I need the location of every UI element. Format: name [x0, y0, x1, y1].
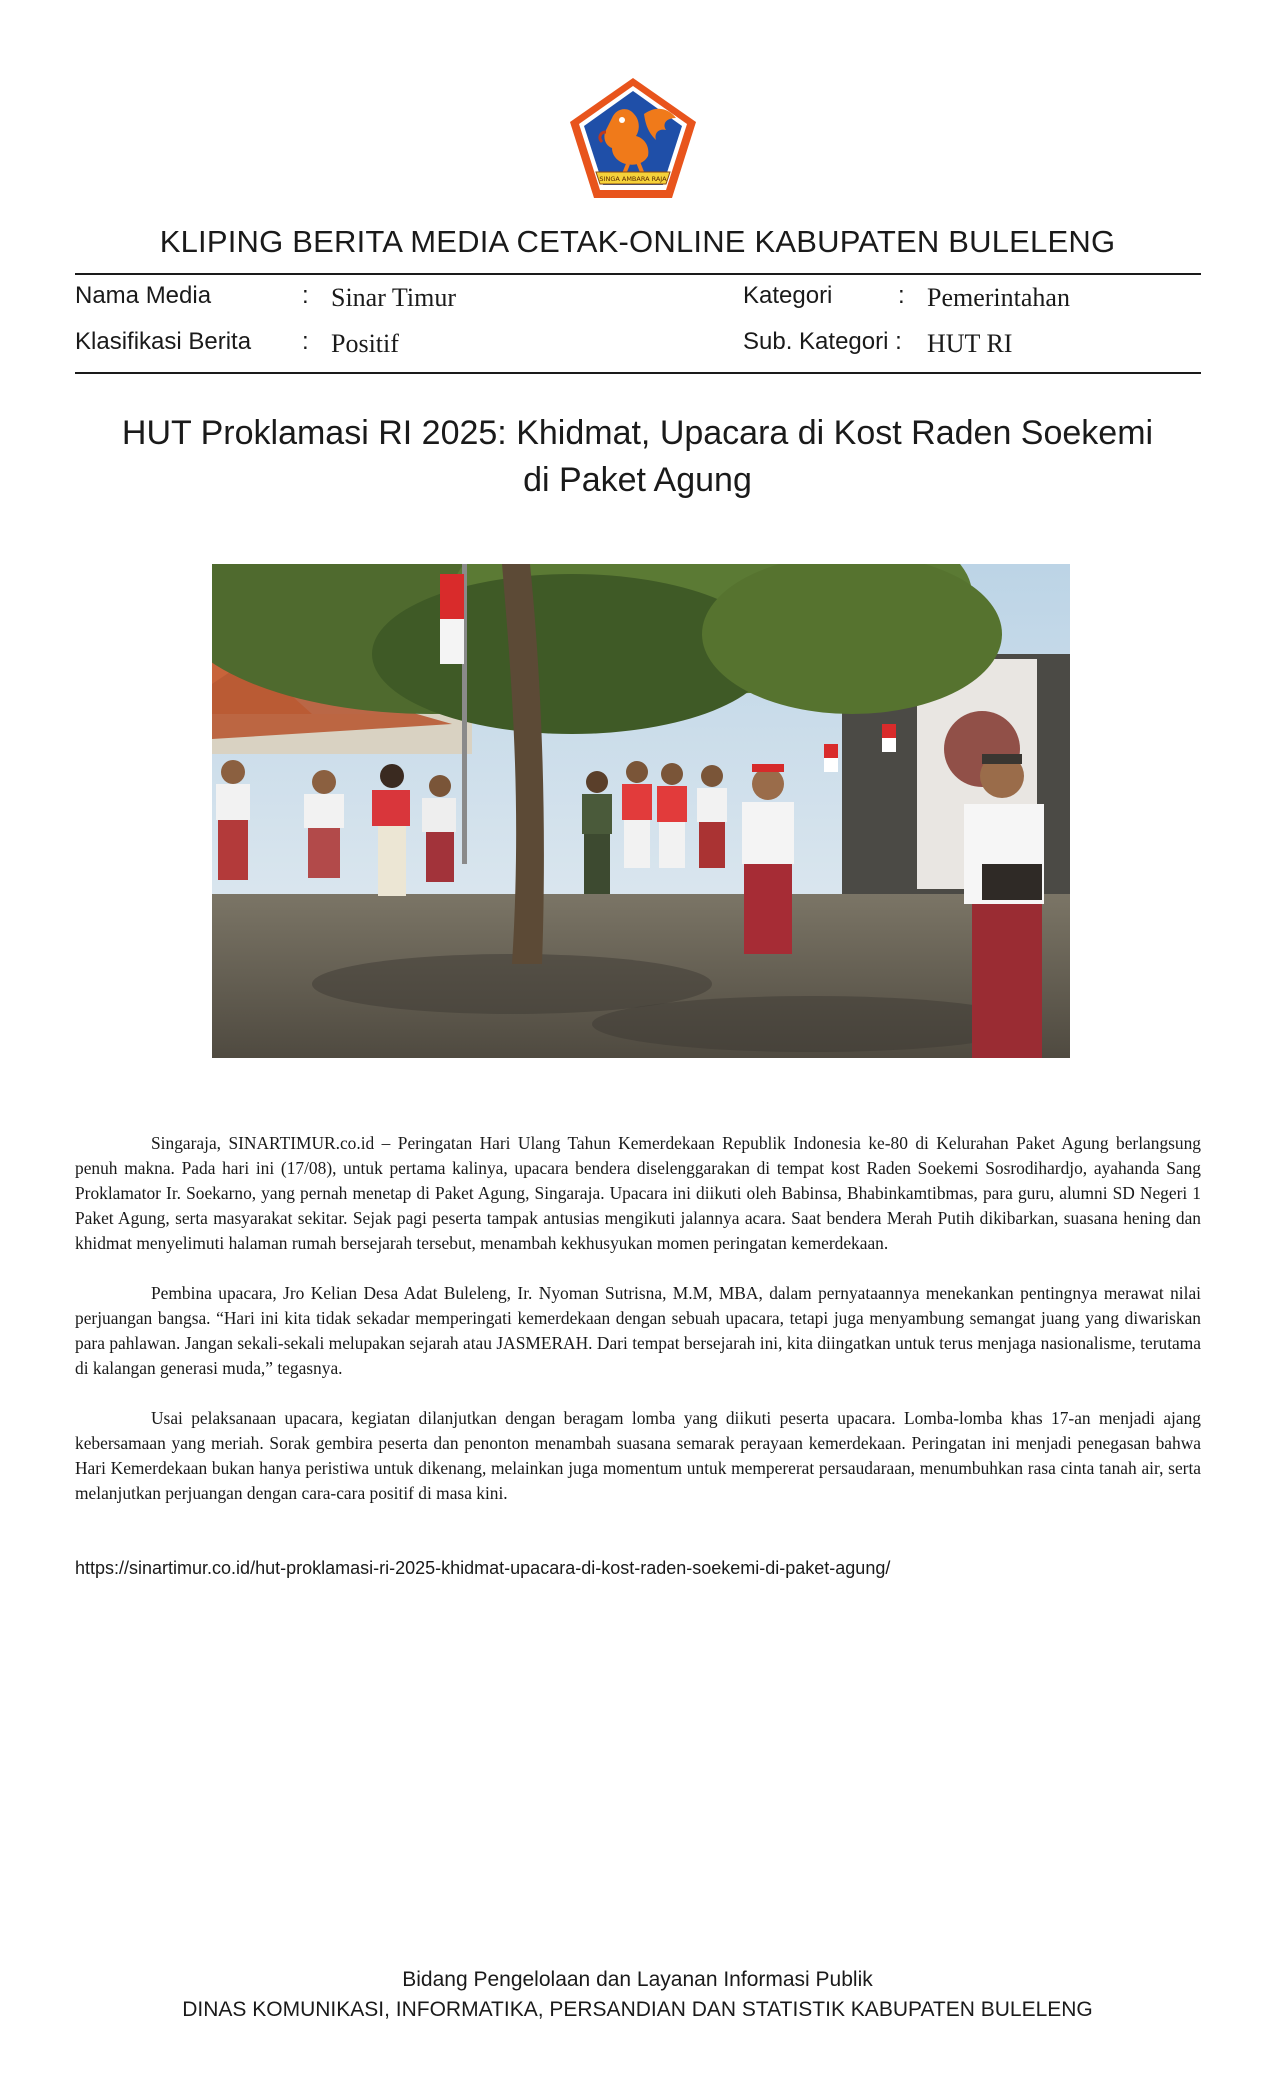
article-paragraph-3: Usai pelaksanaan upacara, kegiatan dilanjutkan dengan beragam lomba yang diikuti peserta upacara. Lomba-lomba khas 17-an menjadi ajang kebersamaan yang meriah. Sorak gembira peserta dan penonton menambah suasana semarak perayaan kemerdekaan. Peringatan ini menjadi penegasan bahwa Hari Kemerdekaan bukan hanya peristiwa untuk dikenang, melainkan juga momentum untuk mempererat persaudaraan, menumbuhkan rasa cinta tanah air, serta melanjutkan perjuangan dengan cara-cara positif di masa kini.	[75, 1408, 1201, 1503]
media-name-value: Sinar Timur	[331, 283, 456, 312]
category-colon: :	[898, 282, 905, 309]
article-headline	[110, 410, 1165, 504]
media-name-label: Nama Media	[75, 282, 212, 309]
footer-agency-name: DINAS KOMUNIKASI, INFORMATIKA, PERSANDIAN DAN STATISTIK KABUPATEN BULELENG	[182, 1998, 1093, 2021]
footer-division-name: Bidang Pengelolaan dan Layanan Informasi Publik	[402, 1968, 873, 1991]
winged-lion-emblem-icon	[566, 74, 700, 202]
article-body	[75, 1131, 1201, 1531]
headline-line-1: HUT Proklamasi RI 2025: Khidmat, Upacara di Kost Raden Soekemi	[121, 414, 1154, 452]
article-paragraph-2: Pembina upacara, Jro Kelian Desa Adat Buleleng, Ir. Nyoman Sutrisna, M.M, MBA, dalam pernyataannya menekankan pentingnya merawat nilai perjuangan bangsa. “Hari ini kita tidak sekadar memperingati kemerdekaan dengan sebuah upacara, tetapi juga menyambung semangat juang yang diwariskan para pahlawan. Jangan sekali-sekali melupakan sejarah atau JASMERAH. Dari tempat bersejarah ini, kita diingatkan untuk terus menjaga nasionalisme, terutama di kalangan generasi muda,” tegasnya.	[75, 1283, 1201, 1378]
subcategory-value: HUT RI	[927, 329, 1013, 358]
subcategory-label: Sub. Kategori :	[743, 328, 902, 355]
classification-colon: :	[302, 328, 309, 355]
ceremony-scene-illustration	[212, 564, 1070, 1058]
header-bottom-rule	[75, 372, 1201, 374]
category-value: Pemerintahan	[927, 283, 1070, 312]
classification-value: Positif	[331, 329, 399, 358]
classification-label: Klasifikasi Berita	[75, 328, 252, 355]
article-source-link[interactable]: https://sinartimur.co.id/hut-proklamasi-ri-2025-khidmat-upacara-di-kost-raden-soekemi-di-paket-agung/	[75, 1558, 891, 1578]
media-name-colon: :	[302, 282, 309, 309]
headline-line-2: di Paket Agung	[523, 461, 752, 499]
category-label: Kategori	[743, 282, 833, 309]
article-paragraph-1: Singaraja, SINARTIMUR.co.id – Peringatan Hari Ulang Tahun Kemerdekaan Republik Indonesia ke-80 di Kelurahan Paket Agung berlangsung penuh makna. Pada hari ini (17/08), untuk pertama kalinya, upacara bendera diselenggarakan di tempat kost Raden Soekemi Sosrodihardjo, ayahanda Sang Proklamator Ir. Soekarno, yang pernah menetap di Paket Agung, Singaraja. Upacara ini diikuti oleh Babinsa, Bhabinkamtibmas, para guru, alumni SD Negeri 1 Paket Agung, serta masyarakat sekitar. Sejak pagi peserta tampak antusias mengikuti jalannya acara. Saat bendera Merah Putih dikibarkan, suasana hening dan khidmat menyelimuti halaman rumah bersejarah tersebut, menambah kekhusyukan momen peringatan kemerdekaan.	[75, 1133, 1201, 1253]
flag-ceremony-photo	[212, 564, 1070, 1058]
document-header-title: KLIPING BERITA MEDIA CETAK-ONLINE KABUPATEN BULELENG	[159, 224, 1116, 259]
header-top-rule	[75, 273, 1201, 275]
logo-banner-text: SINGA AMBARA RAJA	[599, 175, 667, 183]
kabupaten-buleleng-logo	[566, 74, 700, 202]
